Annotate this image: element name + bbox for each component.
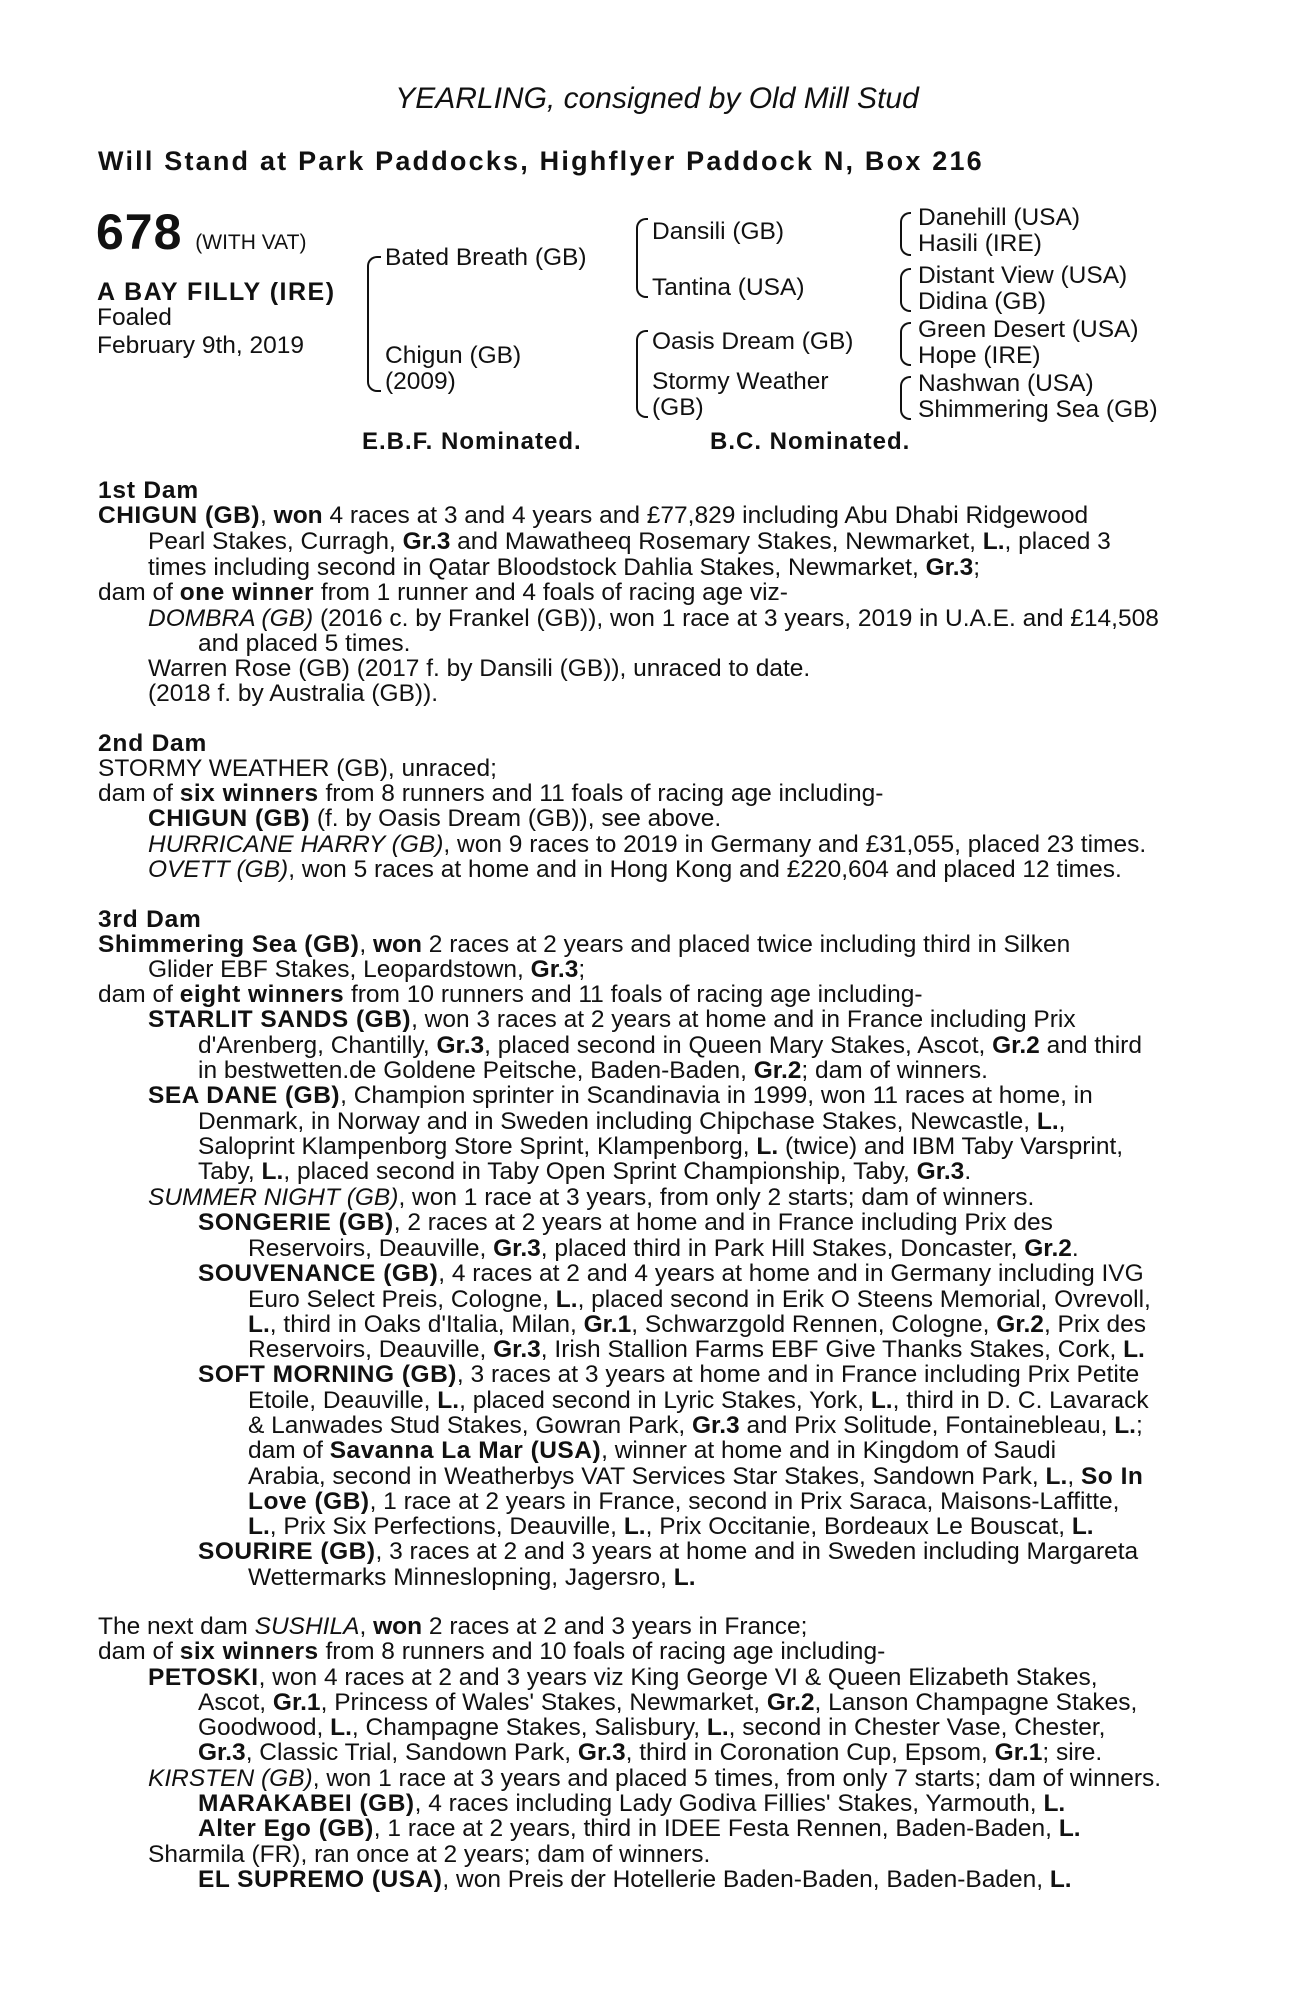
sire-parents-bracket <box>636 218 648 298</box>
first-dam-line-8: (2018 f. by Australia (GB)). <box>148 680 439 707</box>
third-dam-heading: 3rd Dam <box>98 906 202 933</box>
third-dam-line-3: dam of eight winners from 10 runners and 11 foals of racing age including- <box>98 981 923 1008</box>
soft-morning-line-2: Etoile, Deauville, L., placed second in Lyric Stakes, York, L., third in D. C. Lavarack <box>248 1387 1149 1414</box>
first-dam-line-5: DOMBRA (GB) (2016 c. by Frankel (GB)), won 1 race at 3 years, 2019 in U.A.E. and £14,508 <box>148 605 1159 632</box>
pedigree-dds: Nashwan (USA) <box>918 370 1094 397</box>
pedigree-sss: Danehill (USA) <box>918 204 1081 231</box>
first-dam-heading: 1st Dam <box>98 477 199 504</box>
el-supremo-line: EL SUPREMO (USA), won Preis der Hotellerie Baden-Baden, Baden-Baden, L. <box>198 1866 1072 1893</box>
second-dam-line-3: CHIGUN (GB) (f. by Oasis Dream (GB)), see above. <box>148 805 722 832</box>
sea-dane-line-1: SEA DANE (GB), Champion sprinter in Scandinavia in 1999, won 11 races at home, in <box>148 1082 1093 1109</box>
third-dam-line-2: Glider EBF Stakes, Leopardstown, Gr.3; <box>148 956 586 983</box>
summer-night-line: SUMMER NIGHT (GB), won 1 race at 3 years, from only 2 starts; dam of winners. <box>148 1184 1035 1211</box>
souvenance-line-2: Euro Select Preis, Cologne, L., placed second in Erik O Steens Memorial, Ovrevoll, <box>248 1286 1151 1313</box>
songerie-line-2: Reservoirs, Deauville, Gr.3, placed third in Park Hill Stakes, Doncaster, Gr.2. <box>248 1235 1079 1262</box>
soft-morning-line-1: SOFT MORNING (GB), 3 races at 3 years at home and in France including Prix Petite <box>198 1361 1140 1388</box>
starlit-sands-line-3: in bestwetten.de Goldene Peitsche, Baden-Baden, Gr.2; dam of winners. <box>198 1057 988 1084</box>
soft-morning-line-7: L., Prix Six Perfections, Deauville, L., Prix Occitanie, Bordeaux Le Bouscat, L. <box>248 1513 1094 1540</box>
second-dam-line-1: STORMY WEATHER (GB), unraced; <box>98 755 497 782</box>
pedigree-sire-sire: Dansili (GB) <box>652 218 785 245</box>
pedigree-sire: Bated Breath (GB) <box>385 244 587 271</box>
petoski-line-4: Gr.3, Classic Trial, Sandown Park, Gr.3, third in Coronation Cup, Epsom, Gr.1; sire. <box>198 1739 1103 1766</box>
second-dam-line-5: OVETT (GB), won 5 races at home and in Hong Kong and £220,604 and placed 12 times. <box>148 856 1122 883</box>
first-dam-line-3: times including second in Qatar Bloodstock Dahlia Stakes, Newmarket, Gr.3; <box>148 554 981 581</box>
alter-ego-line: Alter Ego (GB), 1 race at 2 years, third in IDEE Festa Rennen, Baden-Baden, L. <box>198 1815 1081 1842</box>
sire-dam-bracket <box>367 256 381 392</box>
bracket-g3-2 <box>900 268 911 312</box>
marakabei-line: MARAKABEI (GB), 4 races including Lady Godiva Fillies' Stakes, Yarmouth, L. <box>198 1790 1066 1817</box>
pedigree-dsd: Hope (IRE) <box>918 342 1041 369</box>
stand-location: Will Stand at Park Paddocks, Highflyer Paddock N, Box 216 <box>98 146 984 176</box>
dam-parents-bracket <box>636 330 648 418</box>
second-dam-line-2: dam of six winners from 8 runners and 11 foals of racing age including- <box>98 780 884 807</box>
souvenance-line-4: Reservoirs, Deauville, Gr.3, Irish Stallion Farms EBF Give Thanks Stakes, Cork, L. <box>248 1336 1145 1363</box>
souvenance-line-3: L., third in Oaks d'Italia, Milan, Gr.1, Schwarzgold Rennen, Cologne, Gr.2, Prix des <box>248 1311 1147 1338</box>
pedigree-sdd: Didina (GB) <box>918 288 1046 315</box>
third-dam-line-1: Shimmering Sea (GB), won 2 races at 2 years and placed twice including third in Silken <box>98 931 1071 958</box>
petoski-line-2: Ascot, Gr.1, Princess of Wales' Stakes, Newmarket, Gr.2, Lanson Champagne Stakes, <box>198 1689 1138 1716</box>
second-dam-line-4: HURRICANE HARRY (GB), won 9 races to 2019 in Germany and £31,055, placed 23 times. <box>148 831 1147 858</box>
pedigree-dss: Green Desert (USA) <box>918 316 1139 343</box>
souvenance-line-1: SOUVENANCE (GB), 4 races at 2 and 4 years at home and in Germany including IVG <box>198 1260 1144 1287</box>
foaled-date: February 9th, 2019 <box>97 332 305 359</box>
lot-heading <box>96 203 306 261</box>
bracket-g3-1 <box>900 212 911 256</box>
petoski-line-1: PETOSKI, won 4 races at 2 and 3 years viz King George VI & Queen Elizabeth Stakes, <box>148 1664 1098 1691</box>
kirsten-line: KIRSTEN (GB), won 1 race at 3 years and placed 5 times, from only 7 starts; dam of winners. <box>148 1765 1162 1792</box>
songerie-line-1: SONGERIE (GB), 2 races at 2 years at home and in France including Prix des <box>198 1209 1053 1236</box>
vat-label: (WITH VAT) <box>195 231 307 254</box>
sea-dane-line-4: Taby, L., placed second in Taby Open Sprint Championship, Taby, Gr.3. <box>198 1158 972 1185</box>
next-dam-line-1: The next dam SUSHILA, won 2 races at 2 and 3 years in France; <box>98 1613 808 1640</box>
first-dam-line-6: and placed 5 times. <box>198 630 411 657</box>
soft-morning-line-4: dam of Savanna La Mar (USA), winner at home and in Kingdom of Saudi <box>248 1437 1057 1464</box>
pedigree-dam-dam-2: (GB) <box>652 394 704 421</box>
sourire-line-2: Wettermarks Minneslopning, Jagersro, L. <box>248 1564 696 1591</box>
lot-name: A BAY FILLY (IRE) <box>97 278 336 306</box>
pedigree-dam-sire: Oasis Dream (GB) <box>652 328 854 355</box>
bracket-g3-4 <box>900 376 911 420</box>
lot-number: 678 <box>96 204 183 260</box>
sea-dane-line-2: Denmark, in Norway and in Sweden including Chipchase Stakes, Newcastle, L., <box>198 1108 1066 1135</box>
soft-morning-line-6: Love (GB), 1 race at 2 years in France, second in Prix Saraca, Maisons-Laffitte, <box>248 1488 1120 1515</box>
first-dam-line-2: Pearl Stakes, Curragh, Gr.3 and Mawatheeq Rosemary Stakes, Newmarket, L., placed 3 <box>148 528 1111 555</box>
catalogue-title: YEARLING, consigned by Old Mill Stud <box>395 82 919 115</box>
sea-dane-line-3: Saloprint Klampenborg Store Sprint, Klampenborg, L. (twice) and IBM Taby Varsprint, <box>198 1133 1124 1160</box>
foaled-label: Foaled <box>97 304 172 331</box>
second-dam-heading: 2nd Dam <box>98 730 208 757</box>
petoski-line-3: Goodwood, L., Champagne Stakes, Salisbury, L., second in Chester Vase, Chester, <box>198 1714 1106 1741</box>
pedigree-dam-year: (2009) <box>385 368 456 395</box>
sharmila-line: Sharmila (FR), ran once at 2 years; dam of winners. <box>148 1841 711 1868</box>
pedigree-ssd: Hasili (IRE) <box>918 230 1042 257</box>
soft-morning-line-5: Arabia, second in Weatherbys VAT Services Star Stakes, Sandown Park, L., So In <box>248 1463 1144 1490</box>
pedigree-sds: Distant View (USA) <box>918 262 1128 289</box>
starlit-sands-line-2: d'Arenberg, Chantilly, Gr.3, placed second in Queen Mary Stakes, Ascot, Gr.2 and third <box>198 1032 1142 1059</box>
first-dam-line-4: dam of one winner from 1 runner and 4 foals of racing age viz- <box>98 579 788 606</box>
ebf-nominated: E.B.F. Nominated. <box>362 428 582 455</box>
pedigree-dam-dam-1: Stormy Weather <box>652 368 829 395</box>
soft-morning-line-3: & Lanwades Stud Stakes, Gowran Park, Gr.3 and Prix Solitude, Fontainebleau, L.; <box>248 1412 1143 1439</box>
pedigree-dam: Chigun (GB) <box>385 342 522 369</box>
pedigree-ddd: Shimmering Sea (GB) <box>918 396 1158 423</box>
starlit-sands-line-1: STARLIT SANDS (GB), won 3 races at 2 years at home and in France including Prix <box>148 1006 1076 1033</box>
bc-nominated: B.C. Nominated. <box>710 428 911 455</box>
bracket-g3-3 <box>900 322 911 366</box>
sourire-line-1: SOURIRE (GB), 3 races at 2 and 3 years at home and in Sweden including Margareta <box>198 1538 1139 1565</box>
pedigree-sire-dam: Tantina (USA) <box>652 274 805 301</box>
first-dam-line-1: CHIGUN (GB), won 4 races at 3 and 4 years and £77,829 including Abu Dhabi Ridgewood <box>98 502 1089 529</box>
next-dam-line-2: dam of six winners from 8 runners and 10 foals of racing age including- <box>98 1638 886 1665</box>
first-dam-line-7: Warren Rose (GB) (2017 f. by Dansili (GB)), unraced to date. <box>148 655 811 682</box>
